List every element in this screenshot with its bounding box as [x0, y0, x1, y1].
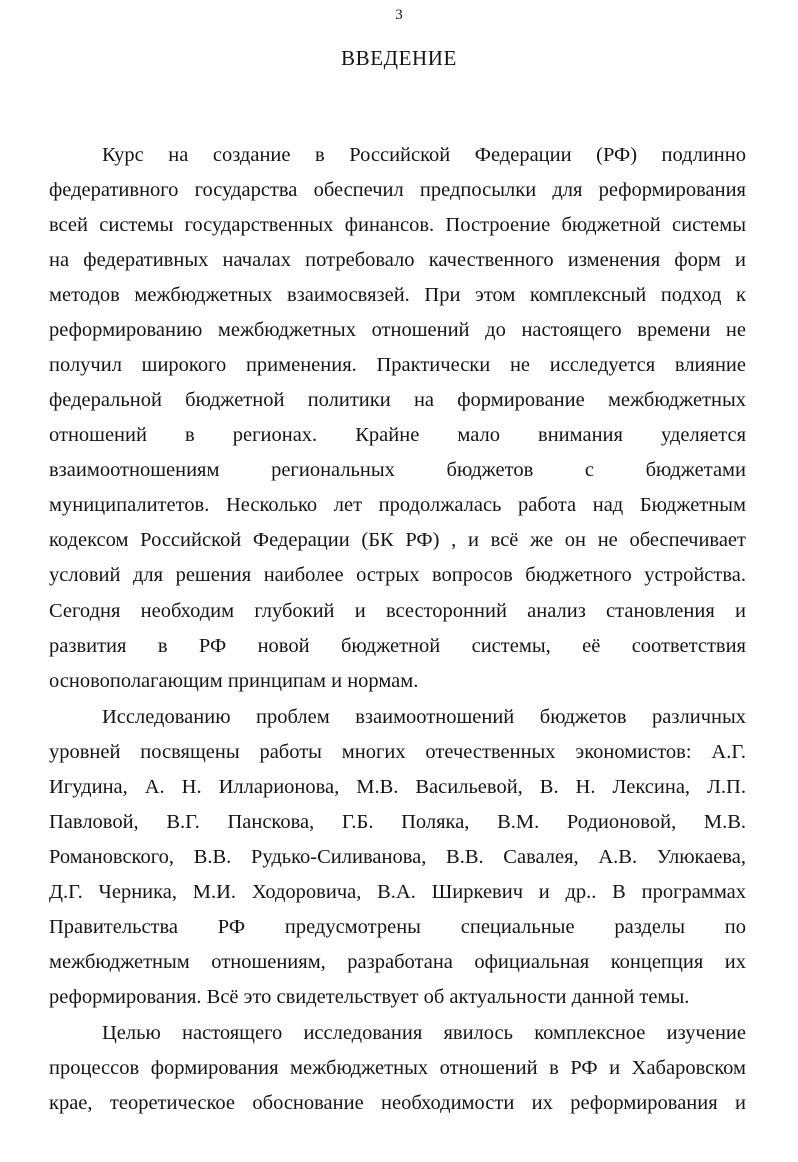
- text-line: уровней посвящены работы многих отечественных экономистов: А.Г.: [49, 741, 746, 763]
- text-line: процессов формирования межбюджетных отношений в РФ и Хабаровском: [49, 1057, 746, 1079]
- text-line: федеральной бюджетной политики на формирование межбюджетных: [49, 389, 746, 411]
- text-line: получил широкого применения. Практически не исследуется влияние: [49, 354, 746, 376]
- text-line: Сегодня необходим глубокий и всесторонний анализ становления и: [49, 600, 746, 622]
- text-line: условий для решения наиболее острых вопросов бюджетного устройства.: [49, 564, 746, 586]
- text-line: муниципалитетов. Несколько лет продолжалась работа над Бюджетным: [49, 494, 746, 516]
- text-line: Целью настоящего исследования явилось комплексное изучение: [102, 1022, 746, 1044]
- text-line: Павловой, В.Г. Панскова, Г.Б. Поляка, В.М. Родионовой, М.В.: [49, 811, 746, 833]
- text-line: взаимоотношениям региональных бюджетов с бюджетами: [49, 459, 746, 481]
- section-heading: ВВЕДЕНИЕ: [341, 46, 457, 70]
- text-line: реформированию межбюджетных отношений до настоящего времени не: [49, 319, 746, 341]
- text-line: Романовского, В.В. Рудько-Силиванова, В.В. Савалея, А.В. Улюкаева,: [49, 846, 746, 868]
- text-line: Правительства РФ предусмотрены специальные разделы по: [49, 916, 746, 938]
- page-number: 3: [395, 7, 403, 23]
- text-line: развития в РФ новой бюджетной системы, её соответствия: [49, 635, 746, 657]
- text-line: методов межбюджетных взаимосвязей. При этом комплексный подход к: [49, 284, 746, 306]
- text-line: основополагающим принципам и нормам.: [49, 670, 419, 692]
- text-line: реформирования. Всё это свидетельствует об актуальности данной темы.: [49, 986, 690, 1008]
- text-line: Исследованию проблем взаимоотношений бюджетов различных: [102, 706, 746, 728]
- text-line: кодексом Российской Федерации (БК РФ) , и всё же он не обеспечивает: [49, 529, 746, 551]
- text-line: межбюджетным отношениям, разработана официальная концепция их: [49, 951, 746, 973]
- text-line: отношений в регионах. Крайне мало внимания уделяется: [49, 424, 746, 446]
- text-line: Игудина, А. Н. Илларионова, М.В. Васильевой, В. Н. Лексина, Л.П.: [49, 776, 746, 798]
- text-line: Курс на создание в Российской Федерации (РФ) подлинно: [102, 144, 746, 166]
- text-line: федеративного государства обеспечил предпосылки для реформирования: [49, 179, 746, 201]
- text-line: Д.Г. Черника, М.И. Ходоровича, В.А. Ширкевич и др.. В программах: [49, 881, 746, 903]
- text-line: на федеративных началах потребовало качественного изменения форм и: [49, 249, 746, 271]
- text-line: крае, теоретическое обоснование необходимости их реформирования и: [49, 1092, 746, 1114]
- text-line: всей системы государственных финансов. Построение бюджетной системы: [49, 214, 746, 236]
